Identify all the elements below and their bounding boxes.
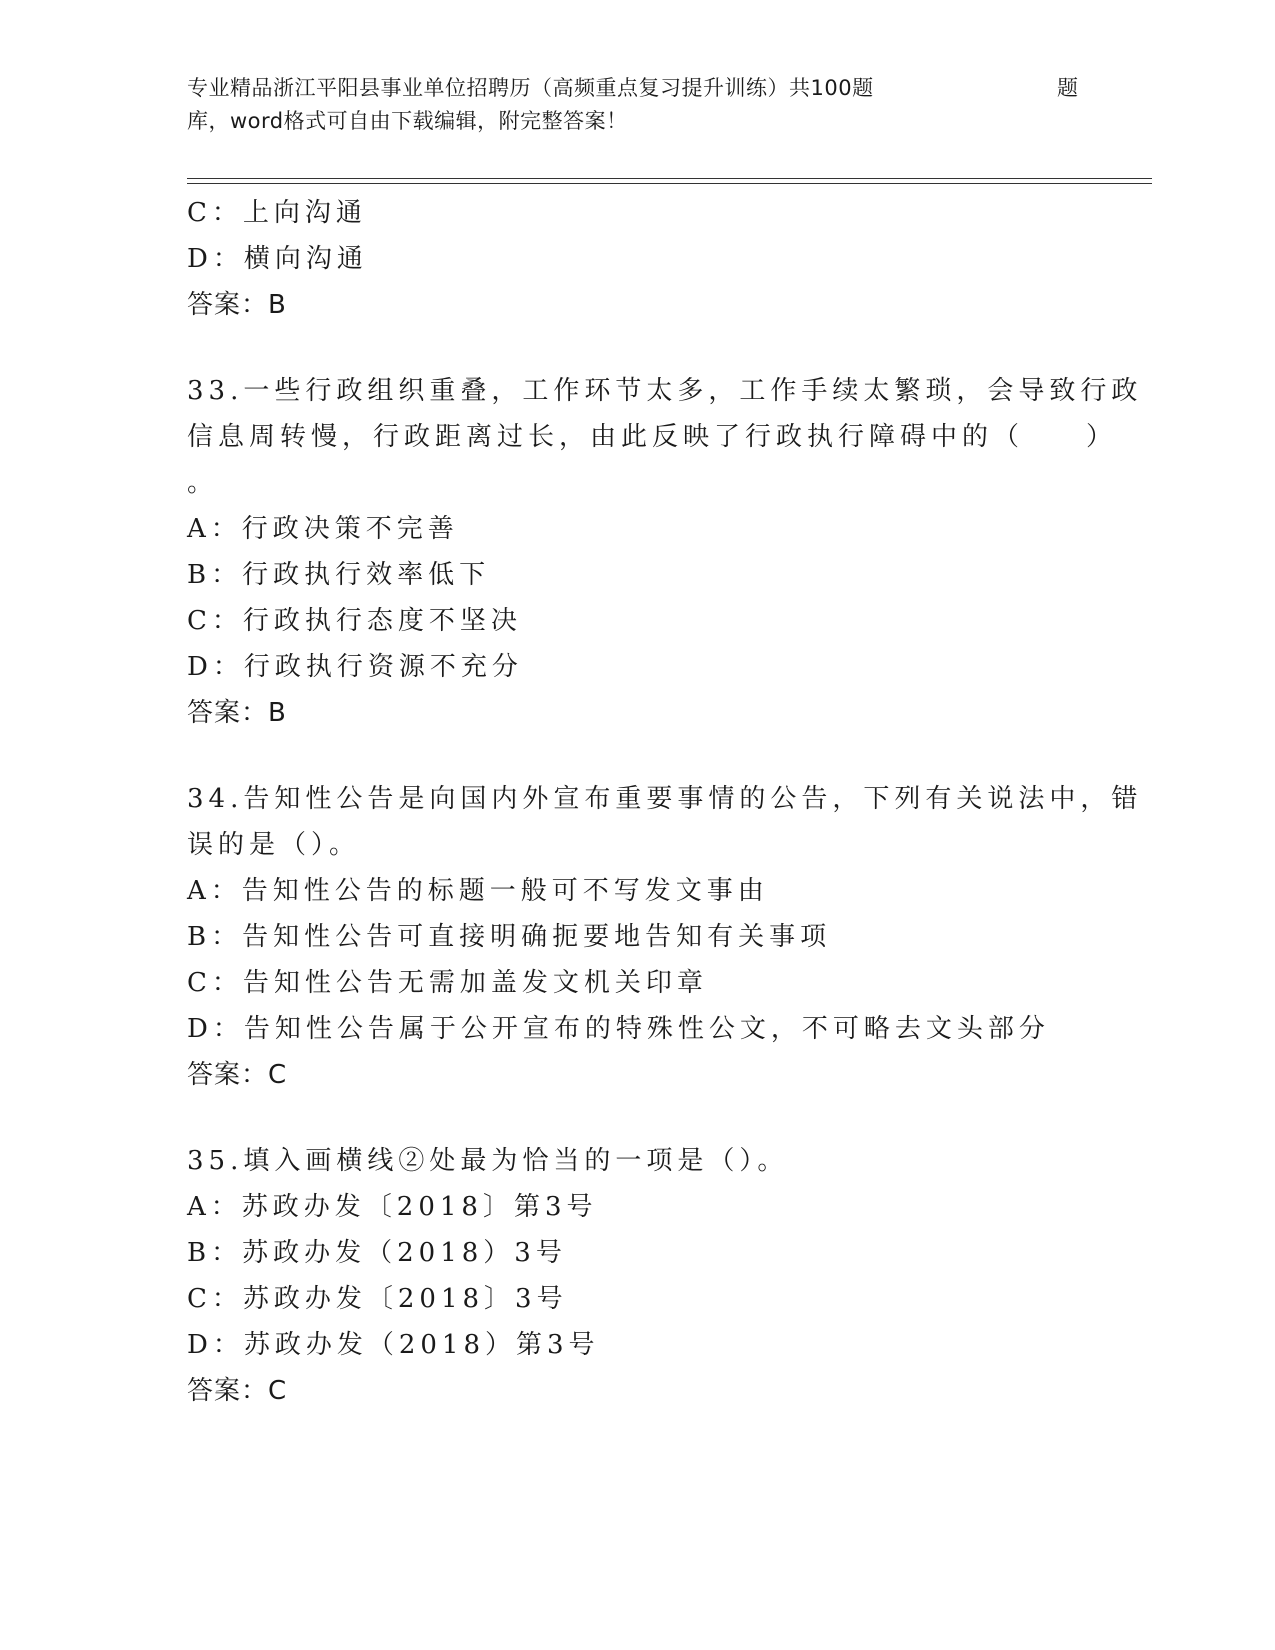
option-c: C：上向沟通 bbox=[187, 198, 367, 228]
question-stem-line: 误的是（）。 bbox=[187, 830, 361, 860]
page-header bbox=[187, 72, 1087, 138]
header-divider-bottom bbox=[187, 183, 1152, 184]
question-content bbox=[187, 190, 1143, 1414]
question-34 bbox=[187, 776, 1143, 1098]
option-b: B：行政执行效率低下 bbox=[187, 560, 491, 590]
spacer bbox=[187, 1098, 1087, 1138]
option-c: C：行政执行态度不坚决 bbox=[187, 606, 522, 636]
option-c: C：告知性公告无需加盖发文机关印章 bbox=[187, 968, 708, 998]
option-a: A：行政决策不完善 bbox=[187, 514, 459, 544]
question-stem-line: 34.告知性公告是向国内外宣布重要事情的公告，下列有关说法中，错 bbox=[187, 784, 1143, 814]
prev-question-block bbox=[187, 190, 1087, 328]
answer-line: 答案：C bbox=[187, 1060, 288, 1090]
option-b: B：苏政办发（2018）3号 bbox=[187, 1238, 567, 1268]
spacer bbox=[187, 736, 1087, 776]
option-a: A：告知性公告的标题一般可不写发文事由 bbox=[187, 876, 769, 906]
question-35 bbox=[187, 1138, 1087, 1414]
question-stem-line: 33.一些行政组织重叠，工作环节太多，工作手续太繁琐，会导致行政 bbox=[187, 376, 1143, 406]
option-a: A：苏政办发〔2018〕第3号 bbox=[187, 1192, 598, 1222]
option-d: D：告知性公告属于公开宣布的特殊性公文，不可略去文头部分 bbox=[187, 1014, 1050, 1044]
answer-line: 答案：B bbox=[187, 698, 287, 728]
option-d: D：行政执行资源不充分 bbox=[187, 652, 523, 682]
header-divider-top bbox=[187, 178, 1152, 179]
option-c: C：苏政办发〔2018〕3号 bbox=[187, 1284, 568, 1314]
answer-line: 答案：B bbox=[187, 290, 287, 320]
question-stem-line: 。 bbox=[187, 468, 219, 498]
header-line-1 bbox=[187, 72, 1087, 105]
option-d: D：横向沟通 bbox=[187, 244, 368, 274]
question-stem-line: 35.填入画横线②处最为恰当的一项是（）。 bbox=[187, 1146, 789, 1176]
header-title-tail: 题 bbox=[1057, 76, 1079, 100]
spacer bbox=[187, 328, 1087, 368]
option-d: D：苏政办发（2018）第3号 bbox=[187, 1330, 600, 1360]
header-title: 专业精品浙江平阳县事业单位招聘历（高频重点复习提升训练）共100题 bbox=[187, 76, 874, 100]
header-line-2: 库，word格式可自由下载编辑，附完整答案！ bbox=[187, 109, 628, 133]
question-stem-line: 信息周转慢，行政距离过长，由此反映了行政执行障碍中的（ ） bbox=[187, 422, 1118, 452]
option-b: B：告知性公告可直接明确扼要地告知有关事项 bbox=[187, 922, 832, 952]
question-33 bbox=[187, 368, 1143, 736]
answer-line: 答案：C bbox=[187, 1376, 288, 1406]
